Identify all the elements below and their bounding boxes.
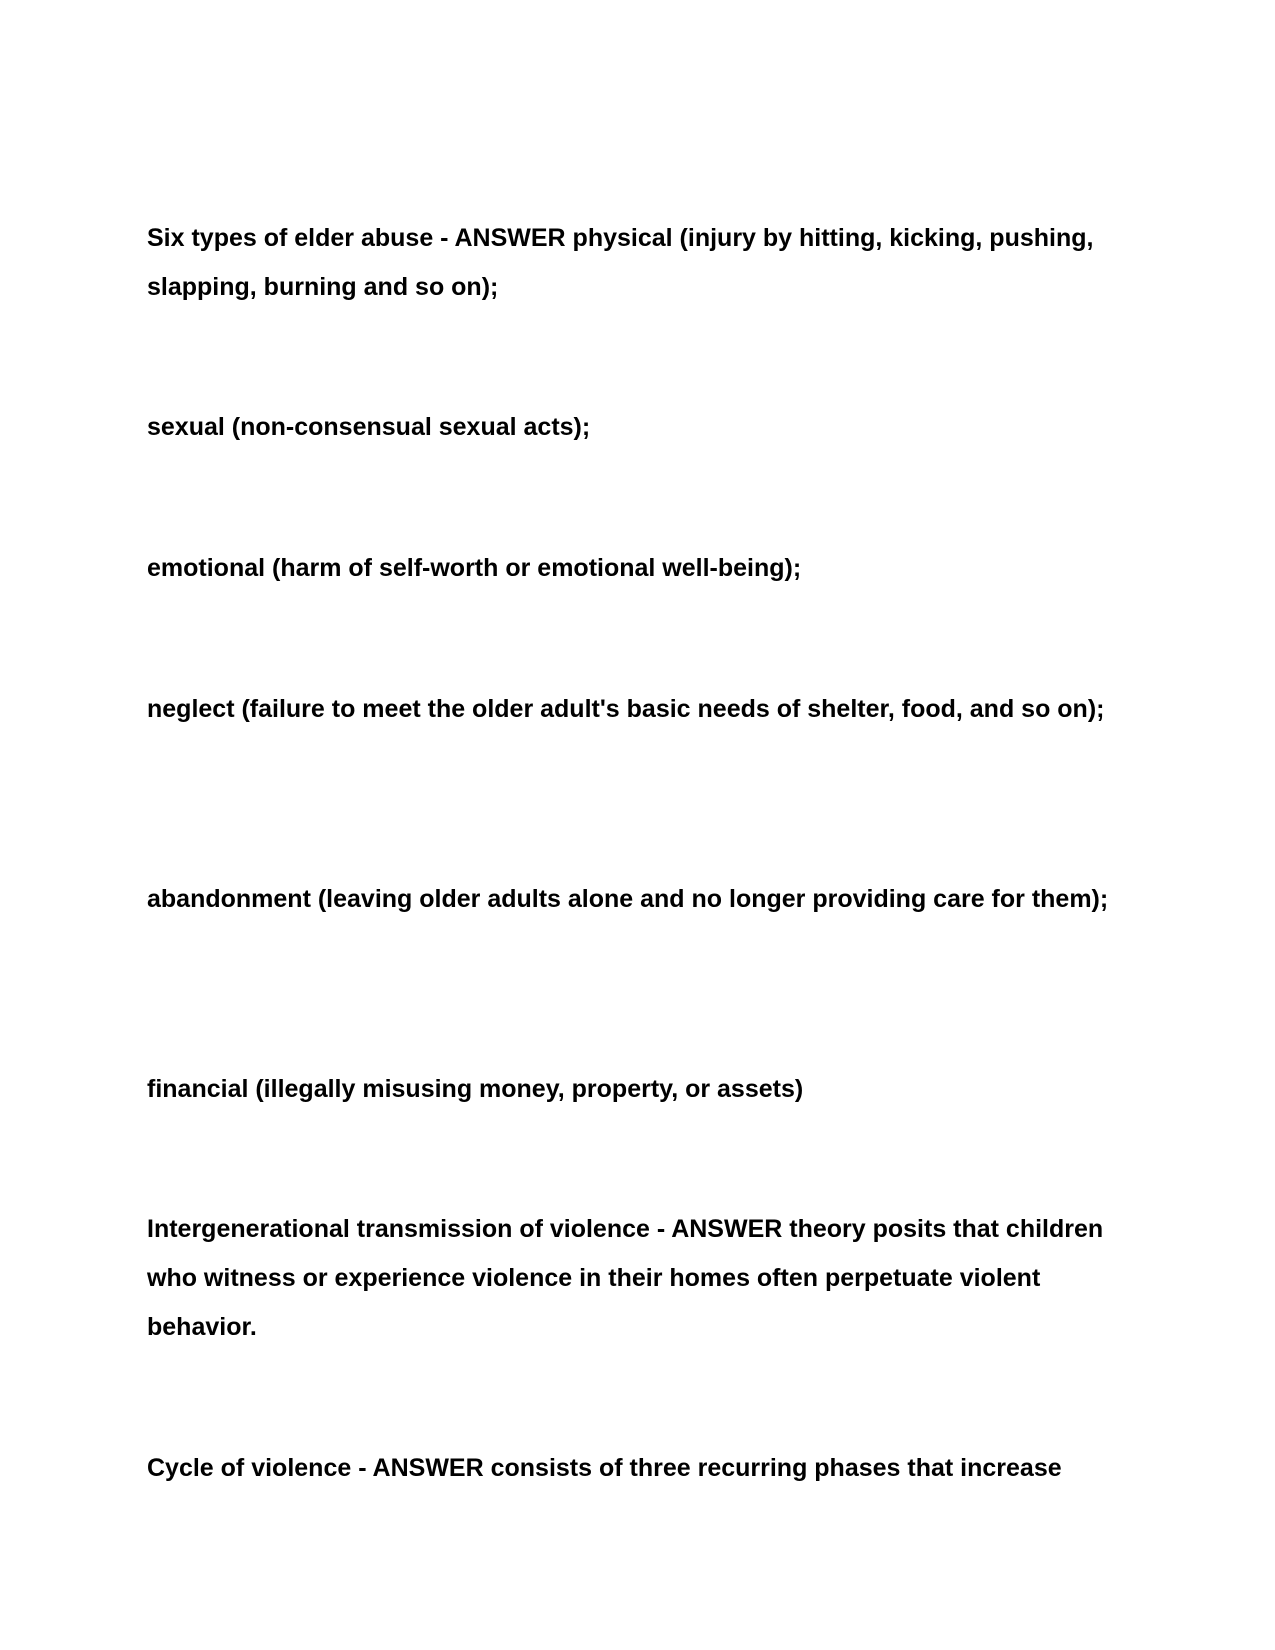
paragraph-financial: financial (illegally misusing money, property, or assets) <box>147 1075 804 1103</box>
paragraph-sexual: sexual (non-consensual sexual acts); <box>147 413 591 441</box>
paragraph-abandonment: abandonment (leaving older adults alone and no longer providing care for them); <box>147 885 1109 913</box>
paragraph-elder-abuse-physical: Six types of elder abuse - ANSWER physical (injury by hitting, kicking, pushing, slapping, burning and so on); <box>147 224 1094 301</box>
paragraph-cycle-of-violence: Cycle of violence - ANSWER consists of three recurring phases that increase <box>147 1454 1062 1482</box>
paragraph-intergenerational-transmission: Intergenerational transmission of violence - ANSWER theory posits that children who witness or experience violence in their homes often perpetuate violent behavior. <box>147 1215 1104 1341</box>
paragraph-neglect: neglect (failure to meet the older adult's basic needs of shelter, food, and so on); <box>147 695 1105 723</box>
paragraph-emotional: emotional (harm of self-worth or emotional well-being); <box>147 554 802 582</box>
